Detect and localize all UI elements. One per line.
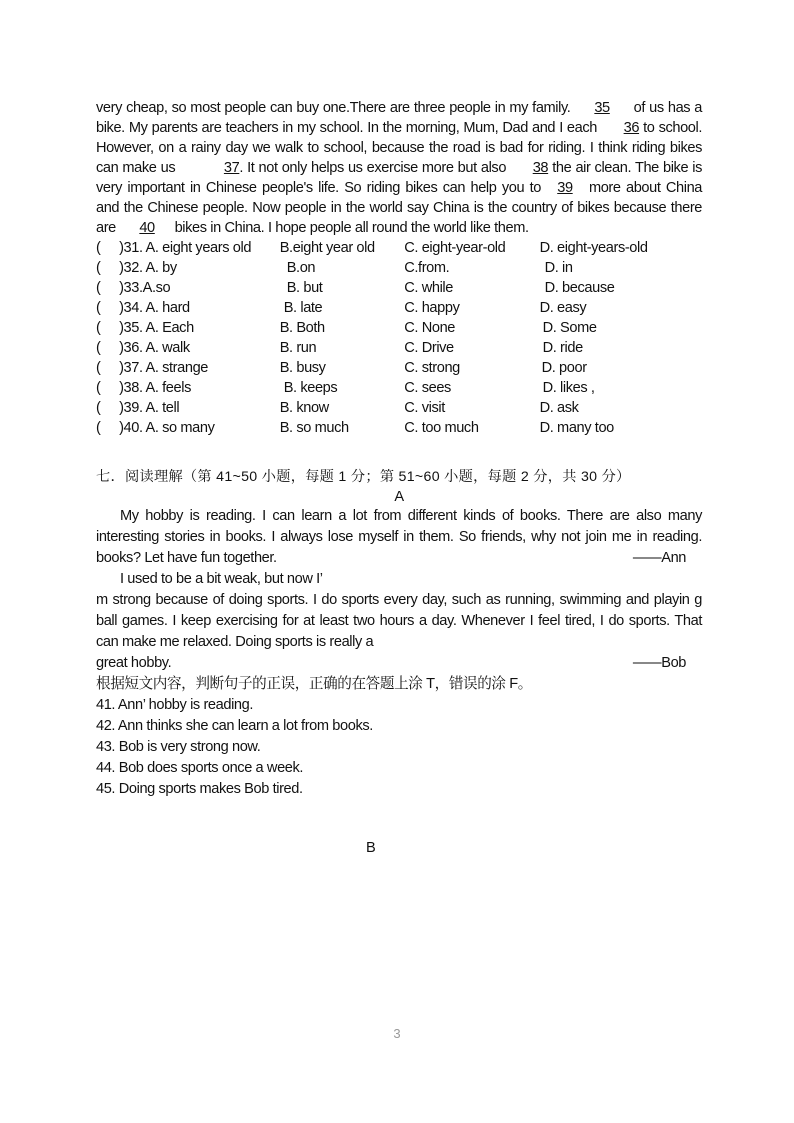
bob-paragraph: m strong because of doing sports. I do sports every day, such as running, swimming and playin g ball games. I keep exercising for at least two hours a day. Whenever I feel tired, I do sports. That can make me relaxed. Doing sports is really a xyxy=(96,592,702,650)
answer-paren: ( xyxy=(96,420,101,436)
option-c: C. None xyxy=(404,320,456,336)
option-d: D. Some xyxy=(542,320,597,336)
cloze-line: like them. xyxy=(470,220,529,236)
option-a: )32. A. by xyxy=(119,260,177,276)
question-item: 44. Bob does sports once a week. xyxy=(96,760,304,776)
option-a: )38. A. feels xyxy=(119,380,191,396)
option-b: B. so much xyxy=(279,420,349,436)
option-b: B. Both xyxy=(279,320,325,336)
ann-paragraph xyxy=(96,506,702,569)
cloze-line: . It not only helps us exercise more but also xyxy=(239,160,507,176)
option-row xyxy=(96,278,702,298)
option-a: )35. A. Each xyxy=(119,320,194,336)
option-a: )34. A. hard xyxy=(119,300,190,316)
answer-paren: ( xyxy=(96,340,101,356)
question-item: 41. Ann’ hobby is reading. xyxy=(96,697,254,713)
blank-36: 36 xyxy=(623,120,640,136)
answer-paren: ( xyxy=(96,380,101,396)
option-c: C. strong xyxy=(404,360,460,376)
option-c: C. too much xyxy=(404,420,479,436)
option-b: B. busy xyxy=(279,360,326,376)
blank-39: 39 xyxy=(557,180,573,196)
option-row xyxy=(96,318,702,338)
bob-signature: ——Bob xyxy=(632,655,686,671)
part-b-heading: B xyxy=(366,840,376,856)
option-a: )40. A. so many xyxy=(119,420,215,436)
option-b: B.eight year old xyxy=(279,240,375,256)
option-d: D. easy xyxy=(539,300,587,316)
option-c: C. happy xyxy=(404,300,460,316)
option-d: D. in xyxy=(544,260,573,276)
option-c: C. sees xyxy=(404,380,451,396)
section-title: 七．阅读理解（第 41~50 小题，每题 1 分；第 51~60 小题，每题 2 分，共 30 分） xyxy=(96,469,631,485)
option-d: D. ride xyxy=(542,340,583,356)
part-a-heading: A xyxy=(394,489,404,505)
question-list xyxy=(96,674,702,800)
option-d: D. ask xyxy=(539,400,579,416)
question-item: 45. Doing sports makes Bob tired. xyxy=(96,781,303,797)
cloze-line: country of bikes because there are xyxy=(96,200,702,236)
cloze-passage xyxy=(96,98,702,238)
option-b: B. run xyxy=(279,340,317,356)
option-a: )33.A.so xyxy=(119,280,171,296)
option-row xyxy=(96,238,702,258)
cloze-line: the air clean. The bike is very important in Chinese people's life. So riding bikes can help you xyxy=(96,160,702,196)
option-a: )37. A. strange xyxy=(119,360,209,376)
question-item: 43. Bob is very strong now. xyxy=(96,739,261,755)
option-b: B.on xyxy=(286,260,316,276)
option-c: C. visit xyxy=(404,400,445,416)
answer-paren: ( xyxy=(96,300,101,316)
page-number: 3 xyxy=(393,1026,401,1041)
option-row xyxy=(96,398,702,418)
bob-first-line: I used to be a bit weak, but now I’ xyxy=(120,571,323,587)
answer-paren: ( xyxy=(96,320,101,336)
option-d: D. because xyxy=(544,280,615,296)
cloze-line: bikes in China. I hope people all round the world xyxy=(174,220,467,236)
option-d: D. many too xyxy=(539,420,614,436)
blank-40: 40 xyxy=(139,220,155,236)
answer-paren: ( xyxy=(96,260,101,276)
option-a: )31. A. eight years old xyxy=(119,240,252,256)
cloze-line: has a bike. My parents are teachers in my school. In the morning, Mum, Dad and I each xyxy=(96,100,703,136)
answer-paren: ( xyxy=(96,360,101,376)
blank-37: 37 xyxy=(223,160,240,176)
option-row xyxy=(96,258,702,278)
option-row xyxy=(96,358,702,378)
passage-a xyxy=(96,506,702,674)
option-row xyxy=(96,298,702,318)
blank-35: 35 xyxy=(594,100,610,116)
option-c: C. while xyxy=(404,280,453,296)
ann-text: My hobby is reading. I can learn a lot from different kinds of books. There are also many interesting stories in books. I always lose myself in them. So friends, why not join me in reading. books? Let have fun together. xyxy=(96,508,702,566)
cloze-line: more about China and the Chinese people. Now people in the world say China is the xyxy=(96,180,703,216)
instruction-text: 根据短文内容，判断句子的正误，正确的在答题上涂 T，错误的涂 F。 xyxy=(96,676,532,692)
answer-paren: ( xyxy=(96,400,101,416)
option-c: C. Drive xyxy=(404,340,454,356)
option-row xyxy=(96,418,702,438)
option-b: B. know xyxy=(279,400,329,416)
cloze-line: think riding bikes can make us xyxy=(96,140,703,176)
answer-paren: ( xyxy=(96,240,101,256)
option-a: )36. A. walk xyxy=(119,340,190,356)
option-d: D. poor xyxy=(541,360,587,376)
option-a: )39. A. tell xyxy=(119,400,180,416)
cloze-line: of us xyxy=(633,100,664,116)
option-row xyxy=(96,338,702,358)
cloze-line: very cheap, so most people can buy one.There are three people in my family. xyxy=(96,100,571,116)
bob-last-line xyxy=(96,653,702,674)
bob-last-text: great hobby. xyxy=(96,655,172,671)
option-d: D. likes , xyxy=(542,380,595,396)
ann-signature: ——Ann xyxy=(632,550,686,566)
option-b: B. keeps xyxy=(283,380,338,396)
option-row xyxy=(96,378,702,398)
option-b: B. late xyxy=(283,300,323,316)
option-d: D. eight-years-old xyxy=(539,240,648,256)
question-item: 42. Ann thinks she can learn a lot from books. xyxy=(96,718,373,734)
option-c: C.from. xyxy=(404,260,450,276)
options-table xyxy=(96,238,702,438)
blank-38: 38 xyxy=(532,160,549,176)
cloze-line: to xyxy=(529,180,541,196)
cloze-line: to school. However, on a rainy day we walk to school, because the road is bad for riding. I xyxy=(96,120,703,156)
option-c: C. eight-year-old xyxy=(404,240,506,256)
answer-paren: ( xyxy=(96,280,101,296)
option-b: B. but xyxy=(286,280,323,296)
document-page xyxy=(96,98,703,856)
